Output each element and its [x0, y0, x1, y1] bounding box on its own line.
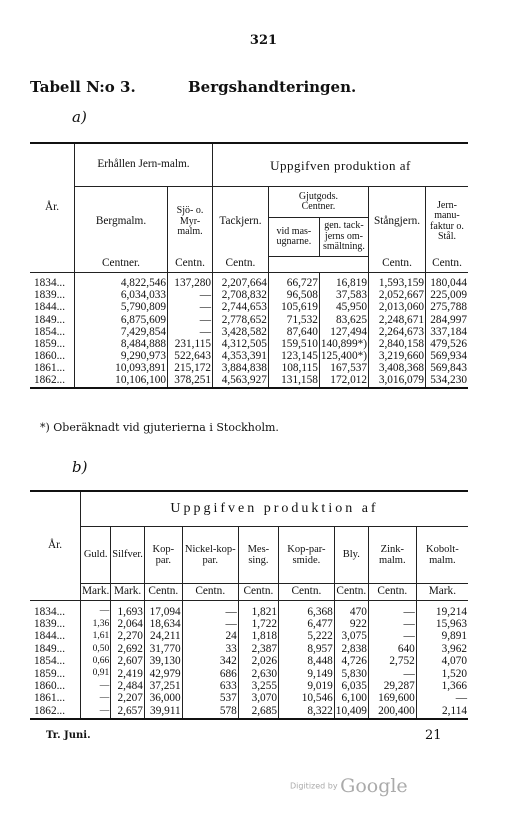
cell-value: 2,630 [238, 668, 278, 680]
cell-value: — [182, 618, 238, 630]
cell-value: 4,312,505 [213, 338, 269, 350]
cell-value: 2,064 [111, 618, 145, 630]
table-row [30, 680, 468, 692]
cell-value: 6,035 [334, 680, 368, 692]
cell-value: 1,722 [238, 618, 278, 630]
cell-value: 686 [182, 668, 238, 680]
row-year: 1859... [30, 668, 81, 680]
digitized-by-google: Digitized by Google [290, 775, 408, 797]
table-row [30, 643, 468, 655]
table-row [30, 290, 468, 302]
cell-value: 2,692 [111, 643, 145, 655]
cell-value: 4,563,927 [213, 375, 269, 388]
cell-value: 123,145 [268, 351, 319, 363]
cell-value: — [455, 692, 467, 705]
cell-value: 3,255 [238, 680, 278, 692]
table-row [30, 363, 468, 375]
col-year-b: År. [30, 491, 81, 601]
cell-value: 159,510 [268, 338, 319, 350]
cell-value: 71,532 [268, 314, 319, 326]
cell-value: 2,657 [111, 705, 145, 718]
cell-value: 8,322 [279, 705, 335, 718]
cell-value: 534,230 [430, 374, 467, 387]
footer-right: 21 [425, 728, 442, 743]
cell-value: 36,000 [144, 693, 182, 705]
cell-value: 3,884,838 [213, 363, 269, 375]
col-unit-b: Mark. [416, 584, 468, 601]
cell-value: 2,752 [368, 656, 416, 668]
cell-value: 180,044 [430, 276, 467, 289]
cell-value: 1,693 [111, 601, 145, 619]
cell-value: 640 [368, 643, 416, 655]
cell-value: 0,50 [81, 643, 111, 655]
cell-value: 140,899*) [320, 337, 368, 350]
cell-value: 125,400*) [320, 350, 368, 363]
cell-value: 522,643 [168, 351, 213, 363]
unit-sjo: Centn. [168, 257, 213, 273]
cell-value: — [168, 302, 213, 314]
table-row [30, 601, 468, 619]
cell-value: 3,070 [238, 693, 278, 705]
cell-value: 29,287 [368, 680, 416, 692]
cell-value: 225,009 [430, 289, 467, 302]
table-row [30, 375, 468, 388]
cell-value: 3,075 [334, 631, 368, 643]
cell-value: 5,830 [334, 668, 368, 680]
cell-value: 137,280 [168, 272, 213, 290]
cell-value: — [168, 314, 213, 326]
cell-value: 10,409 [335, 704, 367, 717]
cell-value: 37,583 [319, 290, 368, 302]
cell-value: 342 [182, 656, 238, 668]
table-row [30, 668, 468, 680]
cell-value: 24,211 [144, 631, 182, 643]
cell-value: 2,026 [238, 656, 278, 668]
col-unit-b: Centn. [144, 584, 182, 601]
cell-value: — [368, 618, 416, 630]
cell-value: — [81, 693, 111, 705]
cell-value: 231,115 [168, 338, 213, 350]
col-header-b: Mes-sing. [238, 527, 278, 584]
cell-value: 39,911 [144, 705, 182, 718]
col-erhallen: Erhållen Jern-malm. [75, 143, 213, 187]
cell-value: 2,207,664 [213, 272, 269, 290]
table-row [30, 302, 468, 314]
cell-value: 1,520 [441, 667, 467, 680]
col-unit-b: Centn. [368, 584, 416, 601]
row-year: 1844... [30, 631, 81, 643]
unit-bergmalm: Centner. [75, 257, 168, 273]
cell-value: 2,778,652 [213, 314, 269, 326]
col-sjo-myrmalm: Sjö- o. Myr-malm. [168, 187, 213, 257]
row-year: 1834... [30, 601, 81, 619]
unit-manufaktur: Centn. [426, 257, 469, 273]
cell-value: 2,248,671 [369, 314, 426, 326]
col-header-b: Kop-par. [144, 527, 182, 584]
cell-value: 6,100 [334, 693, 368, 705]
cell-value: 9,290,973 [75, 351, 168, 363]
cell-value: 284,997 [430, 313, 467, 326]
col-vid-masugnarne: vid mas-ugnarne. [268, 218, 319, 257]
cell-value: 37,251 [144, 680, 182, 692]
cell-value: 42,979 [144, 668, 182, 680]
cell-value: 17,094 [144, 601, 182, 619]
row-year: 1854... [30, 656, 81, 668]
cell-value: 169,600 [368, 693, 416, 705]
cell-value: 633 [182, 680, 238, 692]
cell-value: 215,172 [168, 363, 213, 375]
row-year: 1849... [30, 643, 81, 655]
cell-value: 2,387 [238, 643, 278, 655]
table-row [30, 314, 468, 326]
col-gjutgods: Gjutgods. Centner. [268, 187, 368, 218]
table-row [30, 618, 468, 630]
row-year: 1860... [30, 351, 75, 363]
cell-value: 6,477 [279, 618, 335, 630]
col-unit-b: Centn. [238, 584, 278, 601]
cell-value: — [368, 631, 416, 643]
cell-value: 1,818 [238, 631, 278, 643]
cell-value: 470 [334, 601, 368, 619]
cell-value: 19,214 [435, 605, 467, 618]
section-a-label: a) [72, 108, 87, 126]
cell-value: 2,685 [238, 705, 278, 718]
cell-value: 6,034,033 [75, 290, 168, 302]
cell-value: 1,366 [441, 679, 467, 692]
col-tackjern: Tackjern. [213, 187, 269, 257]
cell-value: 3,016,079 [369, 375, 426, 388]
row-year: 1861... [30, 363, 75, 375]
row-year: 1859... [30, 338, 75, 350]
cell-value: 9,891 [441, 630, 467, 643]
cell-value: 4,070 [441, 655, 467, 668]
cell-value: 2,052,667 [369, 290, 426, 302]
table-row [30, 326, 468, 338]
cell-value: 5,222 [279, 631, 335, 643]
cell-value: — [81, 680, 111, 692]
col-header-b: Bly. [334, 527, 368, 584]
cell-value: 4,726 [334, 656, 368, 668]
cell-value: 127,494 [319, 326, 368, 338]
cell-value: — [182, 601, 238, 619]
cell-value: 479,526 [430, 337, 467, 350]
cell-value: 108,115 [268, 363, 319, 375]
cell-value: 2,270 [111, 631, 145, 643]
cell-value: 8,957 [279, 643, 335, 655]
col-bergmalm: Bergmalm. [75, 187, 168, 257]
footer-left: Tr. Juni. [46, 730, 91, 741]
col-unit-b: Mark. [81, 584, 111, 601]
unit-stangjern: Centn. [369, 257, 426, 273]
cell-value: 87,640 [268, 326, 319, 338]
col-header-b: Kobolt-malm. [416, 527, 468, 584]
cell-value: 66,727 [268, 272, 319, 290]
col-unit-b: Centn. [182, 584, 238, 601]
cell-value: 83,625 [319, 314, 368, 326]
cell-value: 2,114 [442, 704, 467, 717]
cell-value: 1,61 [81, 631, 111, 643]
cell-value: 10,093,891 [75, 363, 168, 375]
table-a [30, 142, 468, 389]
cell-value: 2,264,673 [369, 326, 426, 338]
cell-value: 569,934 [430, 350, 467, 363]
row-year: 1844... [30, 302, 75, 314]
col-unit-b: Centn. [279, 584, 335, 601]
col-header-b: Nickel-kop-par. [182, 527, 238, 584]
table-row [30, 351, 468, 363]
section-b-label: b) [72, 458, 88, 476]
cell-value: 2,207 [111, 693, 145, 705]
row-year: 1839... [30, 618, 81, 630]
cell-value: 24 [182, 631, 238, 643]
cell-value: 8,484,888 [75, 338, 168, 350]
cell-value: 578 [182, 705, 238, 718]
row-year: 1860... [30, 680, 81, 692]
cell-value: 18,634 [144, 618, 182, 630]
cell-value: 167,537 [319, 363, 368, 375]
cell-value: 8,448 [279, 656, 335, 668]
cell-value: 3,219,660 [369, 351, 426, 363]
cell-value: 2,484 [111, 680, 145, 692]
cell-value: 105,619 [268, 302, 319, 314]
cell-value: 9,019 [279, 680, 335, 692]
cell-value: 537 [182, 693, 238, 705]
table-row [30, 705, 468, 718]
cell-value: 569,843 [430, 362, 467, 375]
cell-value: 10,546 [279, 693, 335, 705]
cell-value: 16,819 [319, 272, 368, 290]
cell-value: 1,593,159 [369, 272, 426, 290]
page-number: 321 [249, 33, 278, 48]
table-row [30, 693, 468, 705]
col-year: År. [30, 143, 75, 272]
col-uppgifven-b: Uppgifven produktion af [81, 491, 469, 527]
col-stangjern: Stångjern. [369, 187, 426, 257]
col-gen-omsmaltning: gen. tack-jerns om-smältning. [319, 218, 368, 257]
col-header-b: Silfver. [111, 527, 145, 584]
table-title: Bergshandteringen. [188, 78, 357, 96]
table-row [30, 631, 468, 643]
cell-value: 2,840,158 [369, 338, 426, 350]
col-uppgifven: Uppgifven produktion af [213, 143, 468, 187]
cell-value: — [81, 601, 111, 619]
row-year: 1862... [30, 375, 75, 388]
cell-value: 2,744,653 [213, 302, 269, 314]
cell-value: 2,013,060 [369, 302, 426, 314]
cell-value: 45,950 [319, 302, 368, 314]
row-year: 1862... [30, 705, 81, 718]
col-header-b: Zink-malm. [368, 527, 416, 584]
cell-value: 9,149 [279, 668, 335, 680]
cell-value: 15,963 [435, 617, 467, 630]
cell-value: 1,821 [238, 601, 278, 619]
cell-value: 0,91 [81, 668, 111, 680]
cell-value: 0,66 [81, 656, 111, 668]
cell-value: — [81, 705, 111, 718]
table-label: Tabell N:o 3. [30, 78, 136, 96]
row-year: 1849... [30, 314, 75, 326]
cell-value: 2,838 [334, 643, 368, 655]
cell-value: 275,788 [430, 301, 467, 314]
cell-value: 337,184 [430, 325, 467, 338]
col-unit-b: Mark. [111, 584, 145, 601]
row-year: 1861... [30, 693, 81, 705]
col-header-b: Kop-par-smide. [279, 527, 335, 584]
cell-value: 3,408,368 [369, 363, 426, 375]
table-row [30, 338, 468, 350]
cell-value: — [168, 290, 213, 302]
cell-value: 4,822,546 [75, 272, 168, 290]
cell-value: 1,36 [81, 618, 111, 630]
row-year: 1834... [30, 272, 75, 290]
row-year: 1839... [30, 290, 75, 302]
cell-value: 10,106,100 [75, 375, 168, 388]
cell-value: 4,353,391 [213, 351, 269, 363]
col-header-b: Guld. [81, 527, 111, 584]
cell-value: 3,962 [441, 642, 467, 655]
cell-value: 6,368 [279, 601, 335, 619]
cell-value: 33 [182, 643, 238, 655]
cell-value: 131,158 [268, 375, 319, 388]
row-year: 1854... [30, 326, 75, 338]
cell-value: — [168, 326, 213, 338]
cell-value: 2,419 [111, 668, 145, 680]
cell-value: — [368, 601, 416, 619]
cell-value: 6,875,609 [75, 314, 168, 326]
cell-value: — [368, 668, 416, 680]
cell-value: 2,708,832 [213, 290, 269, 302]
cell-value: 922 [334, 618, 368, 630]
cell-value: 31,770 [144, 643, 182, 655]
cell-value: 172,012 [319, 375, 368, 388]
col-manufaktur: Jern-manu-faktur o. Stål. [430, 199, 464, 243]
cell-value: 3,428,582 [213, 326, 269, 338]
col-unit-b: Centn. [334, 584, 368, 601]
table-row [30, 272, 468, 290]
table-row [30, 656, 468, 668]
cell-value: 96,508 [268, 290, 319, 302]
cell-value: 200,400 [368, 705, 416, 718]
table-b [30, 490, 468, 720]
cell-value: 5,790,809 [75, 302, 168, 314]
cell-value: 7,429,854 [75, 326, 168, 338]
cell-value: 378,251 [168, 375, 213, 388]
unit-tackjern: Centn. [213, 257, 269, 273]
cell-value: 2,607 [111, 656, 145, 668]
footnote: *) Oberäknadt vid gjuterierna i Stockholm. [40, 421, 279, 434]
cell-value: 39,130 [144, 656, 182, 668]
